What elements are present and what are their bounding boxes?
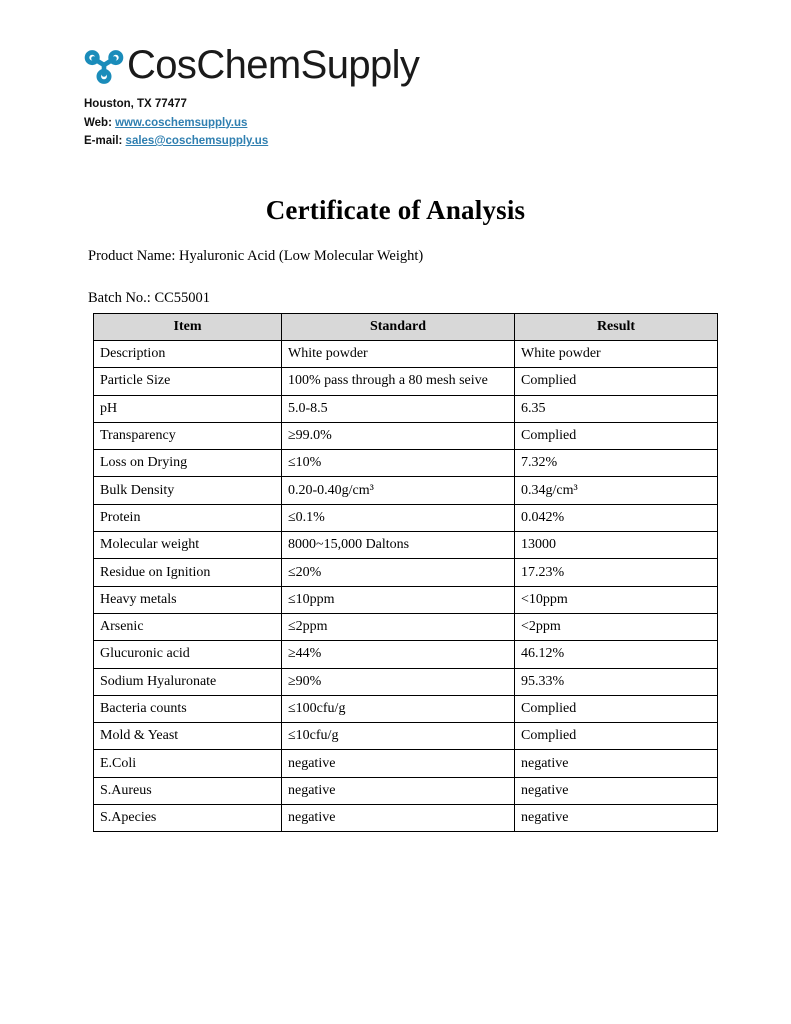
cell-standard: ≤100cfu/g bbox=[282, 695, 515, 722]
batch-number-line bbox=[88, 288, 210, 308]
table-row bbox=[94, 395, 718, 422]
table-row bbox=[94, 777, 718, 804]
cell-item: Loss on Drying bbox=[94, 450, 282, 477]
table-row bbox=[94, 422, 718, 449]
cell-standard: negative bbox=[282, 777, 515, 804]
table-row bbox=[94, 368, 718, 395]
table-row bbox=[94, 504, 718, 531]
cell-item: Description bbox=[94, 341, 282, 368]
table-row bbox=[94, 450, 718, 477]
cell-item: Bulk Density bbox=[94, 477, 282, 504]
cell-item: Glucuronic acid bbox=[94, 641, 282, 668]
cell-standard: negative bbox=[282, 805, 515, 832]
cell-item: pH bbox=[94, 395, 282, 422]
table-header-row bbox=[94, 314, 718, 341]
cell-result: 13000 bbox=[515, 532, 718, 559]
cell-result: 17.23% bbox=[515, 559, 718, 586]
cell-result: 7.32% bbox=[515, 450, 718, 477]
table-row bbox=[94, 341, 718, 368]
cell-result: White powder bbox=[515, 341, 718, 368]
batch-number-value: CC55001 bbox=[154, 290, 211, 306]
cell-standard: ≤20% bbox=[282, 559, 515, 586]
cell-item: Arsenic bbox=[94, 613, 282, 640]
table-row bbox=[94, 641, 718, 668]
cell-item: Particle Size bbox=[94, 368, 282, 395]
product-name-label: Product Name: bbox=[88, 248, 176, 264]
brand-wordmark: CosChemSupply bbox=[127, 43, 420, 87]
cell-standard: ≤10cfu/g bbox=[282, 723, 515, 750]
cell-standard: 0.20-0.40g/cm³ bbox=[282, 477, 515, 504]
cell-standard: ≥44% bbox=[282, 641, 515, 668]
cell-result: negative bbox=[515, 777, 718, 804]
cell-result: 95.33% bbox=[515, 668, 718, 695]
website-line bbox=[84, 114, 704, 133]
cell-standard: negative bbox=[282, 750, 515, 777]
column-header-result: Result bbox=[515, 314, 718, 341]
cell-standard: 100% pass through a 80 mesh seive bbox=[282, 368, 515, 395]
table-row bbox=[94, 805, 718, 832]
table-row bbox=[94, 532, 718, 559]
cell-result: Complied bbox=[515, 422, 718, 449]
cell-result: Complied bbox=[515, 695, 718, 722]
cell-result: 0.34g/cm³ bbox=[515, 477, 718, 504]
cell-item: Bacteria counts bbox=[94, 695, 282, 722]
letterhead bbox=[84, 40, 704, 151]
cell-result: 46.12% bbox=[515, 641, 718, 668]
cell-item: S.Apecies bbox=[94, 805, 282, 832]
coa-table-body bbox=[94, 341, 718, 832]
cell-standard: ≤2ppm bbox=[282, 613, 515, 640]
cell-result: Complied bbox=[515, 723, 718, 750]
cell-item: E.Coli bbox=[94, 750, 282, 777]
cell-item: Molecular weight bbox=[94, 532, 282, 559]
column-header-standard: Standard bbox=[282, 314, 515, 341]
coa-table bbox=[93, 313, 718, 832]
company-address: Houston, TX 77477 bbox=[84, 98, 187, 110]
molecule-node-icon bbox=[84, 45, 124, 85]
email-line bbox=[84, 132, 704, 151]
cell-item: Transparency bbox=[94, 422, 282, 449]
table-row bbox=[94, 695, 718, 722]
email-label: E-mail: bbox=[84, 135, 123, 147]
website-link[interactable]: www.coschemsupply.us bbox=[115, 116, 248, 129]
website-label: Web: bbox=[84, 116, 112, 129]
email-link[interactable]: sales@coschemsupply.us bbox=[125, 135, 269, 147]
column-header-item: Item bbox=[94, 314, 282, 341]
cell-item: Heavy metals bbox=[94, 586, 282, 613]
cell-item: Protein bbox=[94, 504, 282, 531]
page-title: Certificate of Analysis bbox=[265, 195, 526, 225]
cell-standard: 5.0-8.5 bbox=[282, 395, 515, 422]
product-name-line bbox=[88, 246, 423, 266]
product-name-value: Hyaluronic Acid (Low Molecular Weight) bbox=[179, 248, 424, 264]
contact-block bbox=[84, 95, 704, 151]
table-row bbox=[94, 723, 718, 750]
cell-result: negative bbox=[515, 805, 718, 832]
table-row bbox=[94, 477, 718, 504]
cell-standard: ≤10ppm bbox=[282, 586, 515, 613]
cell-result: negative bbox=[515, 750, 718, 777]
brand-row bbox=[84, 40, 704, 90]
coa-table-head bbox=[94, 314, 718, 341]
cell-standard: ≥90% bbox=[282, 668, 515, 695]
coa-table-container bbox=[93, 313, 717, 832]
cell-standard: 8000~15,000 Daltons bbox=[282, 532, 515, 559]
table-row bbox=[94, 750, 718, 777]
cell-item: S.Aureus bbox=[94, 777, 282, 804]
cell-standard: ≤10% bbox=[282, 450, 515, 477]
table-row bbox=[94, 586, 718, 613]
cell-result: <10ppm bbox=[515, 586, 718, 613]
cell-item: Residue on Ignition bbox=[94, 559, 282, 586]
batch-number-label: Batch No.: bbox=[88, 290, 151, 306]
cell-standard: ≥99.0% bbox=[282, 422, 515, 449]
cell-item: Sodium Hyaluronate bbox=[94, 668, 282, 695]
table-row bbox=[94, 668, 718, 695]
cell-result: Complied bbox=[515, 368, 718, 395]
cell-result: <2ppm bbox=[515, 613, 718, 640]
table-row bbox=[94, 613, 718, 640]
cell-result: 0.042% bbox=[515, 504, 718, 531]
table-row bbox=[94, 559, 718, 586]
cell-standard: ≤0.1% bbox=[282, 504, 515, 531]
cell-item: Mold & Yeast bbox=[94, 723, 282, 750]
cell-result: 6.35 bbox=[515, 395, 718, 422]
cell-standard: White powder bbox=[282, 341, 515, 368]
